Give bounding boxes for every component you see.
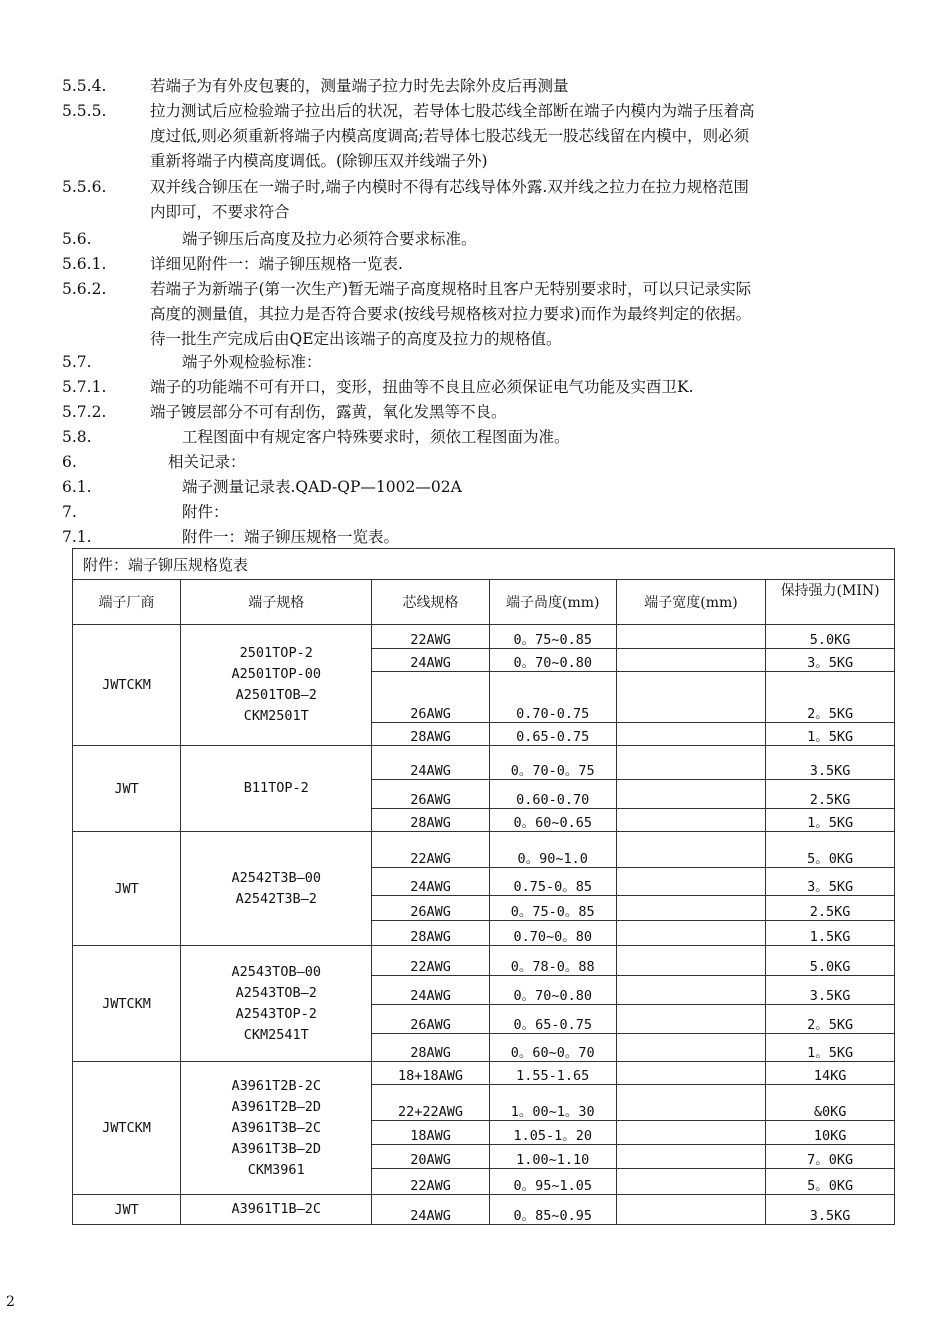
crimp-width-cell bbox=[616, 1034, 765, 1062]
crimp-width-cell bbox=[616, 625, 765, 649]
crimp-width-cell bbox=[616, 723, 765, 746]
clause-number: 5.6.1. bbox=[62, 255, 107, 273]
clause-continuation: 度过低,则必须重新将端子内模高度调高;若导体七股芯线无一股芯线留在内模中，则必须 bbox=[150, 127, 750, 145]
vendor-cell: JWTCKM bbox=[73, 1062, 181, 1195]
clause-text: 拉力测试后应检验端子拉出后的状况，若导体七股芯线全部断在端子内模内为端子压着高 bbox=[150, 102, 755, 120]
clause-line bbox=[62, 427, 570, 447]
clause-text: 端子铆压后高度及拉力必须符合要求标准。 bbox=[182, 230, 477, 248]
crimp-height-cell: 0。60~0。70 bbox=[489, 1034, 616, 1062]
clause-number: 6. bbox=[62, 453, 77, 471]
crimp-height-cell: 0。70~0.80 bbox=[489, 649, 616, 672]
crimp-width-cell bbox=[616, 1085, 765, 1121]
crimp-width-cell bbox=[616, 672, 765, 723]
column-header: 端子规格 bbox=[181, 580, 372, 625]
crimp-width-cell bbox=[616, 746, 765, 780]
crimp-width-cell bbox=[616, 1062, 765, 1085]
vendor-cell: JWTCKM bbox=[73, 946, 181, 1062]
table-row bbox=[73, 1062, 895, 1085]
pull-force-cell: 10KG bbox=[766, 1121, 895, 1145]
wire-gauge-cell: 24AWG bbox=[372, 868, 489, 896]
crimp-height-cell: 0.70~0。80 bbox=[489, 921, 616, 946]
wire-gauge-cell: 24AWG bbox=[372, 976, 489, 1005]
vendor-cell: JWT bbox=[73, 1195, 181, 1225]
clause-line bbox=[62, 254, 403, 274]
table-caption: 附件：端子铆压规格览表 bbox=[73, 549, 895, 580]
table-row bbox=[73, 832, 895, 868]
terminal-spec: CKM3961 bbox=[247, 1161, 305, 1178]
clause-text: 双并线合铆压在一端子时,端子内模时不得有芯线导体外露.双并线之拉力在拉力规格范围 bbox=[150, 178, 749, 196]
pull-force-cell: 2.5KG bbox=[766, 780, 895, 809]
clause-line bbox=[62, 527, 399, 547]
clause-number: 5.7.2. bbox=[62, 403, 107, 421]
clause-number: 5.5.5. bbox=[62, 102, 107, 120]
clause-line bbox=[62, 101, 755, 121]
terminal-spec-cell bbox=[181, 946, 372, 1062]
wire-gauge-cell: 22AWG bbox=[372, 625, 489, 649]
crimp-width-cell bbox=[616, 1005, 765, 1034]
pull-force-cell: 5.0KG bbox=[766, 946, 895, 976]
terminal-spec: A2543TOB—2 bbox=[235, 984, 317, 1001]
clause-number: 5.5.4. bbox=[62, 77, 107, 95]
pull-force-cell: 5。0KG bbox=[766, 832, 895, 868]
clause-number: 5.7. bbox=[62, 353, 92, 371]
clause-number: 5.6. bbox=[62, 230, 92, 248]
pull-force-cell: 14KG bbox=[766, 1062, 895, 1085]
wire-gauge-cell: 26AWG bbox=[372, 1005, 489, 1034]
column-header: 端子咼度(mm) bbox=[489, 580, 616, 625]
terminal-spec: A2501TOB—2 bbox=[235, 687, 317, 703]
wire-gauge-cell: 22+22AWG bbox=[372, 1085, 489, 1121]
terminal-spec: A3961T2B—2D bbox=[231, 1098, 321, 1115]
crimp-width-cell bbox=[616, 921, 765, 946]
terminal-spec: A2542T3B—2 bbox=[235, 890, 317, 907]
terminal-spec: A2543TOB—00 bbox=[231, 963, 321, 980]
wire-gauge-cell: 26AWG bbox=[372, 672, 489, 723]
pull-force-cell: 5。0KG bbox=[766, 1169, 895, 1195]
wire-gauge-cell: 22AWG bbox=[372, 832, 489, 868]
table-row bbox=[73, 746, 895, 780]
clause-line bbox=[62, 279, 751, 299]
terminal-spec: A3961T3B—2C bbox=[231, 1119, 321, 1136]
terminal-spec: A3961T2B-2C bbox=[231, 1077, 321, 1094]
clause-line bbox=[62, 377, 694, 397]
pull-force-cell: 3。5KG bbox=[766, 649, 895, 672]
clause-continuation: 高度的测量值，其拉力是否符合要求(按线号规格核对拉力要求)而作为最终判定的依据。 bbox=[150, 305, 752, 323]
crimp-height-cell: 0。75~0.85 bbox=[489, 625, 616, 649]
clause-continuation: 内即可，不要求符合 bbox=[150, 203, 290, 221]
table-row bbox=[73, 946, 895, 976]
crimp-height-cell: 0。60~0.65 bbox=[489, 809, 616, 832]
terminal-spec: A2542T3B—00 bbox=[231, 869, 321, 886]
crimp-height-cell: 0。95~1.05 bbox=[489, 1169, 616, 1195]
clause-number: 5.8. bbox=[62, 428, 92, 446]
crimp-width-cell bbox=[616, 1195, 765, 1225]
clause-number: 5.7.1. bbox=[62, 378, 107, 396]
wire-gauge-cell: 20AWG bbox=[372, 1145, 489, 1169]
clause-line bbox=[62, 502, 229, 522]
terminal-spec-cell bbox=[181, 746, 372, 832]
crimp-height-cell: 0。78-0。88 bbox=[489, 946, 616, 976]
crimp-width-cell bbox=[616, 976, 765, 1005]
wire-gauge-cell: 28AWG bbox=[372, 723, 489, 746]
clause-line bbox=[62, 402, 507, 422]
column-header: 端子厂商 bbox=[73, 580, 181, 625]
pull-force-cell: 2。5KG bbox=[766, 672, 895, 723]
pull-force-cell: 1。5KG bbox=[766, 1034, 895, 1062]
terminal-spec: A2543TOP-2 bbox=[235, 1005, 317, 1022]
clause-text: 附件一：端子铆压规格一览表。 bbox=[182, 528, 400, 546]
clause-text: 相关记录： bbox=[168, 453, 246, 471]
vendor-cell: JWTCKM bbox=[73, 625, 181, 746]
clause-text: 附件： bbox=[182, 503, 229, 521]
crimp-height-cell: 0。70-0。75 bbox=[489, 746, 616, 780]
clause-number: 5.6.2. bbox=[62, 280, 107, 298]
terminal-spec: 2501TOP-2 bbox=[239, 645, 313, 661]
clause-text: 工程图面中有规定客户特殊要求时，须依工程图面为准。 bbox=[182, 428, 570, 446]
crimp-height-cell: 0。65-0.75 bbox=[489, 1005, 616, 1034]
crimp-width-cell bbox=[616, 946, 765, 976]
crimp-height-cell: 1.00~1.10 bbox=[489, 1145, 616, 1169]
clause-line bbox=[62, 76, 569, 96]
page-number: 2 bbox=[6, 1294, 15, 1310]
clause-number: 6.1. bbox=[62, 478, 92, 496]
wire-gauge-cell: 28AWG bbox=[372, 1034, 489, 1062]
pull-force-cell: 2。5KG bbox=[766, 1005, 895, 1034]
crimp-height-cell: 0。70~0.80 bbox=[489, 976, 616, 1005]
terminal-spec: A3961T3B—2D bbox=[231, 1140, 321, 1157]
terminal-spec-cell bbox=[181, 1062, 372, 1195]
clause-line bbox=[62, 477, 462, 497]
pull-force-cell: 1。5KG bbox=[766, 809, 895, 832]
terminal-spec: CKM2541T bbox=[243, 1026, 309, 1043]
column-header: 端子宽度(mm) bbox=[616, 580, 765, 625]
clause-line bbox=[62, 452, 246, 472]
wire-gauge-cell: 18AWG bbox=[372, 1121, 489, 1145]
clause-line bbox=[62, 229, 477, 249]
vendor-cell: JWT bbox=[73, 746, 181, 832]
pull-force-cell: 7。0KG bbox=[766, 1145, 895, 1169]
terminal-spec-cell bbox=[181, 625, 372, 746]
clause-continuation: 重新将端子内模高度调低。(除铆压双并线端子外) bbox=[150, 152, 488, 170]
clause-text: 端子镀层部分不可有刮伤，露黄，氧化发黑等不良。 bbox=[150, 403, 507, 421]
clause-text: 端子的功能端不可有开口，变形，扭曲等不良且应必须保证电气功能及实酉卫K. bbox=[150, 378, 694, 396]
crimp-width-cell bbox=[616, 649, 765, 672]
vendor-cell: JWT bbox=[73, 832, 181, 946]
clause-text: 若端子为有外皮包裹的，测量端子拉力时先去除外皮后再测量 bbox=[150, 77, 569, 95]
crimp-height-cell: 0.60-0.70 bbox=[489, 780, 616, 809]
pull-force-cell: 3.5KG bbox=[766, 1195, 895, 1225]
clause-text: 若端子为新端子(第一次生产)暂无端子高度规格时且客户无特别要求时，可以只记录实际 bbox=[150, 280, 752, 298]
crimp-height-cell: 0.70-0.75 bbox=[489, 672, 616, 723]
pull-force-cell: 3.5KG bbox=[766, 746, 895, 780]
wire-gauge-cell: 22AWG bbox=[372, 946, 489, 976]
wire-gauge-cell: 24AWG bbox=[372, 649, 489, 672]
wire-gauge-cell: 22AWG bbox=[372, 1169, 489, 1195]
crimp-height-cell: 0.65-0.75 bbox=[489, 723, 616, 746]
pull-force-cell: 1。5KG bbox=[766, 723, 895, 746]
crimp-spec-table bbox=[72, 548, 895, 1225]
clause-line bbox=[62, 352, 322, 372]
clause-text: 详细见附件一：端子铆压规格一览表. bbox=[150, 255, 403, 273]
crimp-width-cell bbox=[616, 896, 765, 921]
crimp-height-cell: 0.75-0。85 bbox=[489, 868, 616, 896]
crimp-height-cell: 1。00~1。30 bbox=[489, 1085, 616, 1121]
table-row bbox=[73, 1195, 895, 1225]
column-header: 芯线规格 bbox=[372, 580, 489, 625]
clause-number: 5.5.6. bbox=[62, 178, 107, 196]
clause-continuation: 待一批生产完成后由QE定出该端子的高度及拉力的规格值。 bbox=[150, 330, 562, 348]
column-header: 保持强力(MIN) bbox=[766, 580, 895, 625]
crimp-height-cell: 1.05-1。20 bbox=[489, 1121, 616, 1145]
terminal-spec: A2501TOP-00 bbox=[231, 666, 321, 682]
wire-gauge-cell: 24AWG bbox=[372, 1195, 489, 1225]
crimp-height-cell: 0。90~1.0 bbox=[489, 832, 616, 868]
clause-number: 7.1. bbox=[62, 528, 92, 546]
wire-gauge-cell: 28AWG bbox=[372, 809, 489, 832]
terminal-spec: B11TOP-2 bbox=[243, 780, 309, 796]
crimp-height-cell: 0。85~0.95 bbox=[489, 1195, 616, 1225]
terminal-spec: CKM2501T bbox=[243, 708, 309, 724]
crimp-width-cell bbox=[616, 1169, 765, 1195]
pull-force-cell: 3。5KG bbox=[766, 868, 895, 896]
clause-number: 7. bbox=[62, 503, 77, 521]
crimp-width-cell bbox=[616, 809, 765, 832]
wire-gauge-cell: 24AWG bbox=[372, 746, 489, 780]
pull-force-cell: 2.5KG bbox=[766, 896, 895, 921]
terminal-spec: A3961T1B—2C bbox=[231, 1201, 321, 1217]
wire-gauge-cell: 26AWG bbox=[372, 896, 489, 921]
crimp-width-cell bbox=[616, 1121, 765, 1145]
pull-force-cell: 5.0KG bbox=[766, 625, 895, 649]
pull-force-cell: 1.5KG bbox=[766, 921, 895, 946]
crimp-width-cell bbox=[616, 832, 765, 868]
wire-gauge-cell: 18+18AWG bbox=[372, 1062, 489, 1085]
crimp-height-cell: 1.55-1.65 bbox=[489, 1062, 616, 1085]
clause-line bbox=[62, 177, 749, 197]
wire-gauge-cell: 26AWG bbox=[372, 780, 489, 809]
clause-text: 端子测量记录表.QAD-QP—1002—02A bbox=[182, 478, 462, 496]
terminal-spec-cell bbox=[181, 832, 372, 946]
crimp-height-cell: 0。75-0。85 bbox=[489, 896, 616, 921]
crimp-width-cell bbox=[616, 780, 765, 809]
table-row bbox=[73, 625, 895, 649]
wire-gauge-cell: 28AWG bbox=[372, 921, 489, 946]
clause-text: 端子外观检验标准： bbox=[182, 353, 322, 371]
pull-force-cell: 3.5KG bbox=[766, 976, 895, 1005]
terminal-spec-cell bbox=[181, 1195, 372, 1225]
pull-force-cell: &0KG bbox=[766, 1085, 895, 1121]
crimp-width-cell bbox=[616, 868, 765, 896]
crimp-width-cell bbox=[616, 1145, 765, 1169]
